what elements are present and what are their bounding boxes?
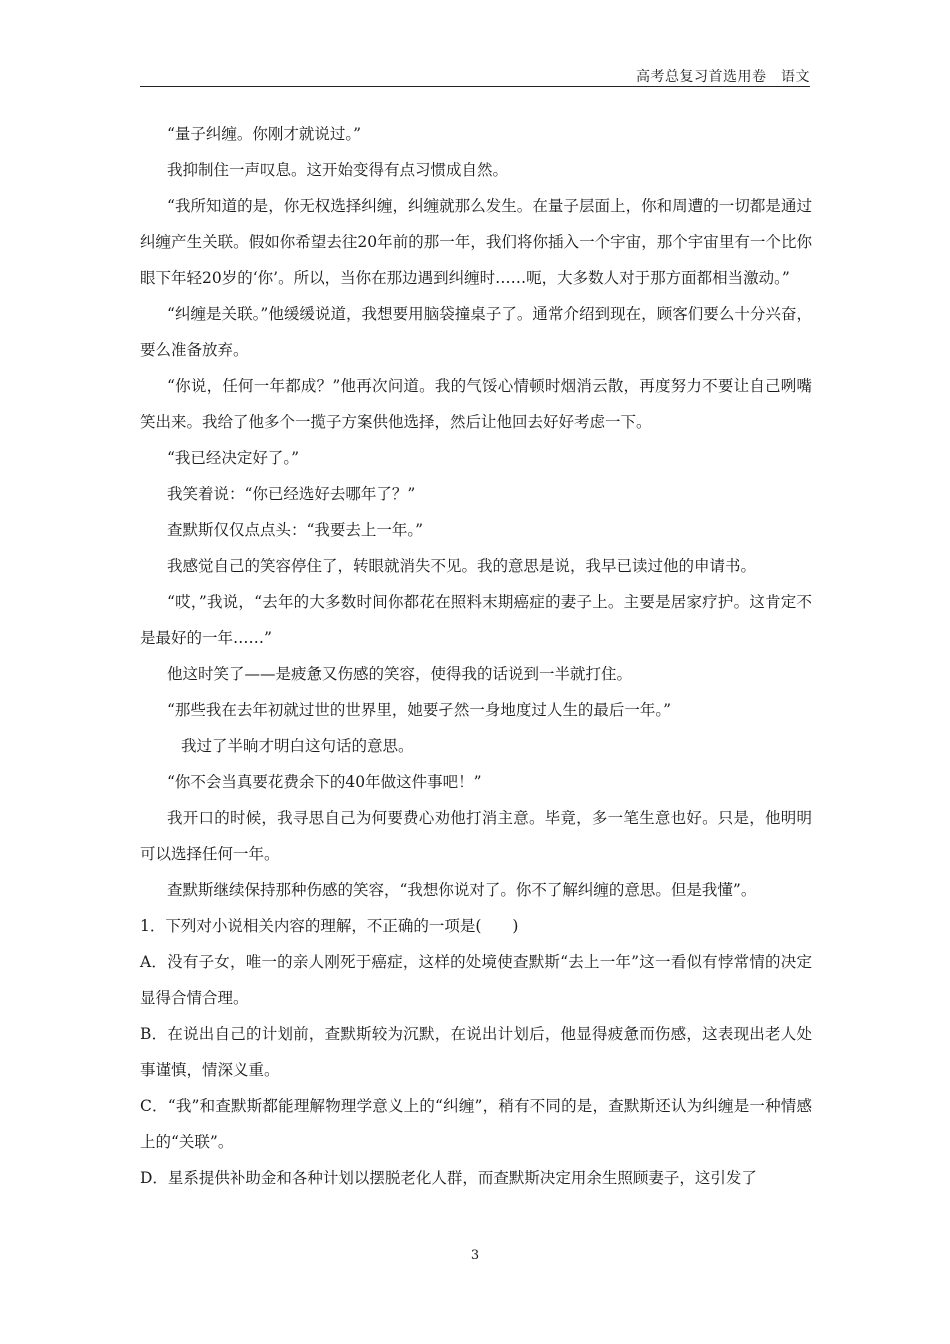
paragraph: “量子纠缠。你刚才就说过。” — [167, 125, 362, 143]
page-body — [140, 116, 812, 1196]
question-stem: 1．下列对小说相关内容的理解，不正确的一项是( ) — [140, 917, 519, 935]
paragraph: 我抑制住一声叹息。这开始变得有点习惯成自然。 — [167, 161, 509, 179]
paragraph: “我所知道的是，你无权选择纠缠，纠缠就那么发生。在量子层面上，你和周遭的一切都是通过纠缠产生关联。假如你希望去往20年前的那一年，我们将你插入一个宇宙，那个宇宙里有一个比你眼下年轻20岁的‘你’。所以，当你在那边遇到纠缠时……呃，大多数人对于那方面都相当激动。” — [140, 197, 812, 287]
running-header: 高考总复习首选用卷 语文 — [636, 69, 810, 85]
paragraph: 查默斯仅仅点点头：“我要去上一年。” — [167, 521, 424, 539]
paragraph: 我过了半晌才明白这句话的意思。 — [181, 737, 414, 755]
answer-option-d: D．星系提供补助金和各种计划以摆脱老化人群，而查默斯决定用余生照顾妻子，这引发了 — [140, 1169, 757, 1187]
paragraph: 我笑着说：“你已经选好去哪年了？” — [167, 485, 416, 503]
paragraph: 他这时笑了——是疲惫又伤感的笑容，使得我的话说到一半就打住。 — [167, 665, 633, 683]
paragraph: 查默斯继续保持那种伤感的笑容，“我想你说对了。你不了解纠缠的意思。但是我懂”。 — [167, 881, 757, 899]
answer-option-c: C．“我”和查默斯都能理解物理学意义上的“纠缠”，稍有不同的是，查默斯还认为纠缠是一种情感上的“关联”。 — [140, 1097, 812, 1151]
paragraph: “哎，”我说，“去年的大多数时间你都花在照料末期癌症的妻子上。主要是居家疗护。这肯定不是最好的一年……” — [140, 593, 812, 647]
paragraph: “纠缠是关联。”他缓缓说道，我想要用脑袋撞桌子了。通常介绍到现在，顾客们要么十分兴奋，要么准备放弃。 — [140, 305, 812, 359]
page-number: 3 — [470, 1248, 480, 1263]
header-divider — [140, 86, 810, 87]
paragraph: 我感觉自己的笑容停住了，转眼就消失不见。我的意思是说，我早已读过他的申请书。 — [167, 557, 757, 575]
paragraph: “那些我在去年初就过世的世界里，她要孑然一身地度过人生的最后一年。” — [167, 701, 672, 719]
paragraph: “你不会当真要花费余下的40年做这件事吧！” — [167, 773, 482, 791]
paragraph: 我开口的时候，我寻思自己为何要费心劝他打消主意。毕竟，多一笔生意也好。只是，他明明可以选择任何一年。 — [140, 809, 812, 863]
paragraph: “你说，任何一年都成？”他再次问道。我的气馁心情顿时烟消云散，再度努力不要让自己咧嘴笑出来。我给了他多个一揽子方案供他选择，然后让他回去好好考虑一下。 — [140, 377, 812, 431]
paragraph: “我已经决定好了。” — [167, 449, 300, 467]
answer-option-a: A．没有子女，唯一的亲人刚死于癌症，这样的处境使查默斯“去上一年”这一看似有悖常情的决定显得合情合理。 — [140, 953, 812, 1007]
answer-option-b: B．在说出自己的计划前，查默斯较为沉默，在说出计划后，他显得疲惫而伤感，这表现出老人处事谨慎，情深义重。 — [140, 1025, 812, 1079]
